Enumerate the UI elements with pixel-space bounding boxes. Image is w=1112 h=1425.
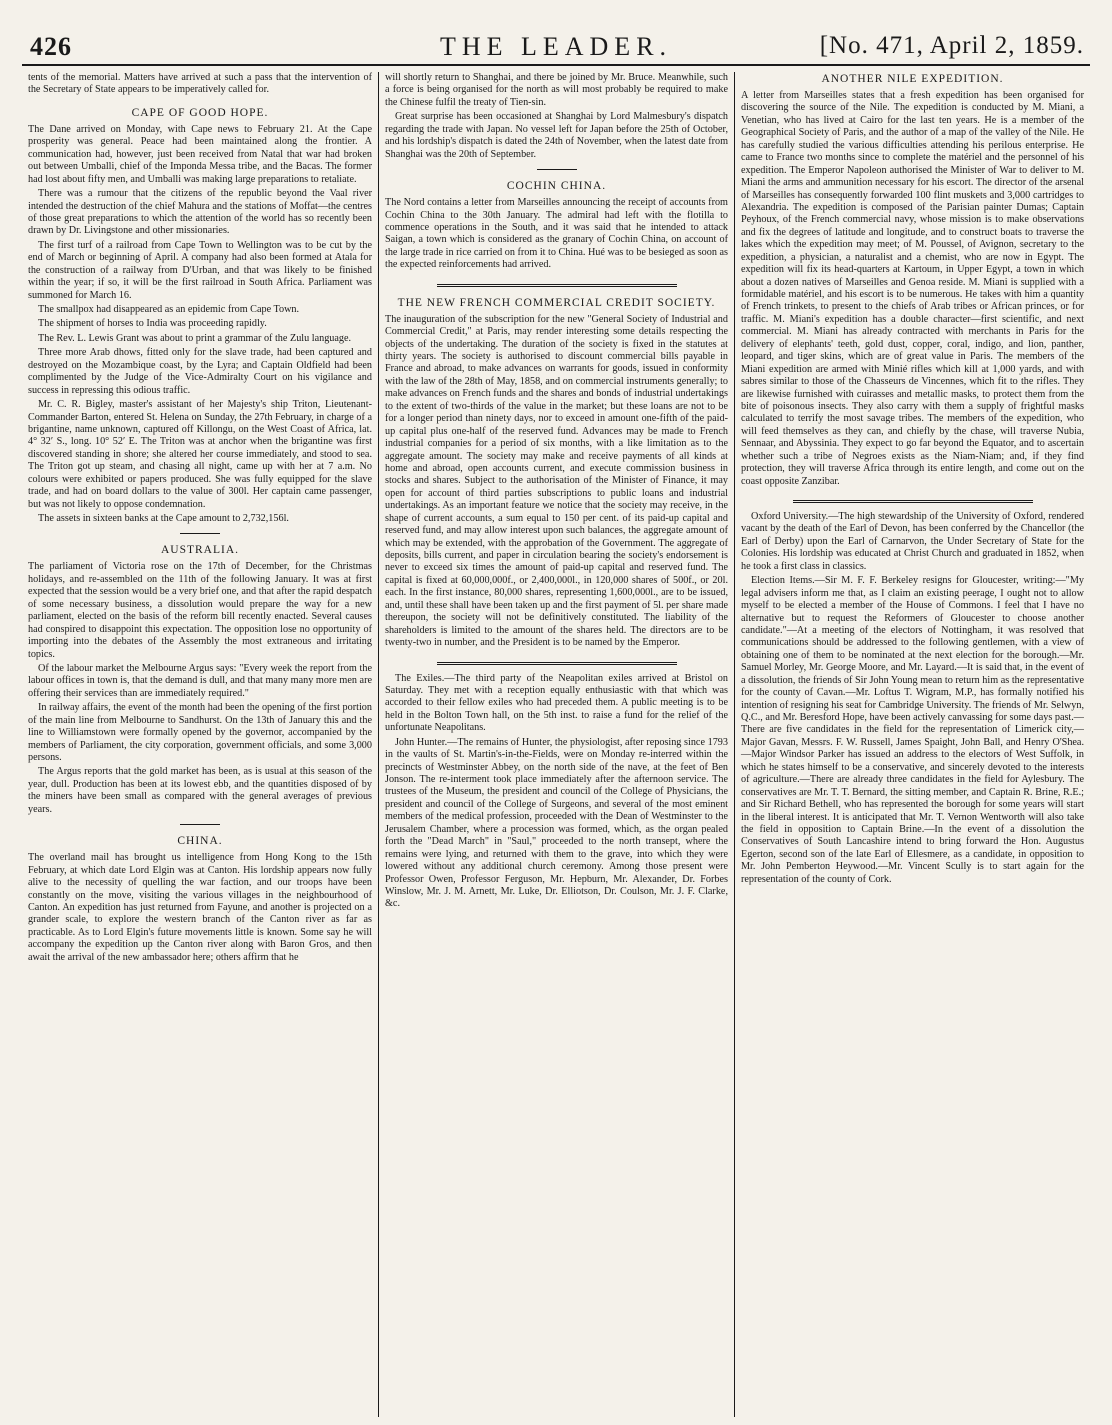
- double-rule: [437, 284, 677, 287]
- paragraph-exiles: The Exiles.—The third party of the Neapolitan exiles arrived at Bristol on Saturday. They met with a reception equally enthusiastic with that which was accorded to their fellow exiles who had preceded them. A public meeting is to be held in the Bolton Town hall, on the 5th inst. to raise a fund for the relief of the unfortunate Neapolitans.: [385, 672, 728, 734]
- paragraph: Of the labour market the Melbourne Argus says: "Every week the report from the labour offices in town is, that the demand is dull, and that many many more men are offering their services than are immediately required.": [28, 662, 372, 699]
- paragraph-election-items: Election Items.—Sir M. F. F. Berkeley resigns for Gloucester, writing:—"My legal advisers inform me that, as I claim an existing peerage, I ought not to allow myself to be elected a member of the House of Commons. I feel that I have no alternative but to request the Reformers of Gloucester to choose another candidate."—At a meeting of the electors of Nottingham, it was resolved that communications should be addressed to the following gentlemen, with a view of obtaining one of them to be nominated at the next election for the borough.—Mr. Samuel Morley, Mr. George Moore, and Mr. Layard.—It is said that, in the event of a dissolution, the friends of Sir John Young mean to return him as the representative for the county of Cavan.—Mr. Loftus T. Wigram, M.P., has formally notified his intention of resigning his seat for Cambridge University. The friends of Mr. Selwyn, Q.C., and Mr. Beresford Hope, have been actively canvassing for some days past.—There are five candidates in the field for the representation of Limerick city,—Major Gavan, Messrs. F. W. Russell, James Spaight, John Ball, and Henry O'Shea.—Major Windsor Parker has issued an address to the electors of West Suffolk, in which he states himself to be a conservative, and sincerely devoted to the interests of agriculture.—There are already three candidates in the field for Aylesbury. The conservatives are Mr. T. T. Bernard, the sitting member, and Captain R. Brine, R.E.; and Sir Richard Bethell, who has represented the borough for some years will start in the liberal interest. It is anticipated that Mr. T. Vernon Wentworth will also take the field in opposition to Captain Brine.—In the event of a dissolution the Conservatives of South Lancashire intend to bring forward the Hon. Augustus Egerton, second son of the late Earl of Ellesmere, as a candidate, in opposition to Mr. John Pemberton Heywood.—Mr. Vincent Scully is to start again for the representation of the county of Cork.: [741, 575, 1084, 885]
- paragraph: A letter from Marseilles states that a fresh expedition has been organised for discovering the source of the Nile. The expedition is conducted by M. Miani, a Venetian, who has lived at Cairo for the last ten years. He is a member of the Geographical Society of Paris, and the author of a map of the valley of the Nile. He has carefully studied the various difficulties attending his perilous enterprise. He came to France two months since to complete the matériel and the personnel of his expedition. The Emperor Napoleon authorised the Minister of War to deliver to M. Miani the arms and ammunition necessary for his escort. The director of the arsenal of Marseilles has consequently forwarded 100 flint muskets and 3,000 cartridges to Alexandria. The expedition is composed of the Parisian painter Dumas; Captain Peyhoux, of the French commercial navy, whose mission is to make observations and fix the degrees of latitude and longitude, and to construct boats to traverse the lakes which the expedition may meet; of M. Poussel, of Avignon, secretary to the expedition, a physician, a naturalist and a chemist, who are now in Egypt. The expedition will fix its head-quarters at Kartoum, in Upper Egypt, a town in which about a dozen natives of Marseilles and Genoa reside. M. Miani is supplied with a formidable matériel, and his escort is to be numerous. He takes with him a quantity of French trinkets, to present to the chiefs of Arab tribes or African princes, or for traffic. M. Miani's expedition has a double character—first scientific, and next commercial. M. Miani has already contracted with merchants in Paris for the delivery of elephants' teeth, gold dust, copper, coral, indigo, and lion, panther, leopard, and tiger skins, which are of great value in Paris. The members of the Miani expedition are armed with Minié rifles which kill at 1,000 yards, and with sabres similar to those of the Chasseurs de Vincennes, which fit to the rifles. They are likewise furnished with cuirasses and metallic masks, to protect them from the bite of poisonous insects. They also carry with them a supply of frightful masks calculated to terrify the most savage tribes. The members of the expedition, who will feed themselves as they can, and chiefly by the chase, will traverse Nubia, Sennaar, and Abyssinia. They expect to go far beyond the Equator, and to ascertain whether such a tribe of Negroes exists as the Niam-Niam; and, if they find protection, they will traverse Africa through its entire length, and come out on the coast opposite Zanzibar.: [741, 90, 1084, 487]
- paragraph: The assets in sixteen banks at the Cape amount to 2,732,156l.: [38, 513, 289, 525]
- column-2: [378, 72, 734, 1417]
- paragraph: tents of the memorial. Matters have arrived at such a pass that the intervention of the Secretary of State appears to be imperatively called for.: [28, 72, 372, 96]
- paragraph: Mr. C. R. Bigley, master's assistant of her Majesty's ship Triton, Lieutenant-Commander Barton, entered St. Helena on Sunday, the 27th February, in charge of a brigantine, name unknown, captured off Killongu, on the West Coast of Africa, lat. 4° 32′ S., long. 10° 52′ E. The Triton was at anchor when the brigantine was first discovered standing in shore; she altered her course immediately, and stood to sea. The Triton got up steam, and chasing all night, came up with her at 7 a.m. No colours were exhibited or papers produced. She was fully equipped for the slave trade, and had on board dollars to the value of 300l. Her captain came passenger, but was not likely to oppose condemnation.: [28, 399, 372, 510]
- paragraph: The Nord contains a letter from Marseilles announcing the receipt of accounts from Cochin China to the 30th January. The admiral had left with the flotilla to commence operations in the South, and it was said that he intended to attack Saigan, a town which is considered as the granary of Cochin China, on account of the large trade in rice carried on from it to China. Hué was to be besieged as soon as the expected reinforcements had arrived.: [385, 197, 728, 271]
- divider: [180, 824, 220, 825]
- paragraph-john-hunter: John Hunter.—The remains of Hunter, the physiologist, after reposing since 1793 in the vaults of St. Martin's-in-the-Fields, were on Monday re-interred within the precincts of Westminster Abbey, on the north side of the nave, at the feet of Ben Jonson. The re-interment took place immediately after the afternoon service. The trustees of the Museum, the president and council of the College of Physicians, the president and council of the College of Surgeons, and several of the most eminent members of the medical profession, proceeded with the Dean of Westminster to the Jerusalem Chamber, where a procession was formed, which, as the organ pealed forth the "Dead March" in "Saul," proceeded to the north transept, where the remains were lying, and returned with them to the grave, into which they were lowered without any additional church ceremony. Among those present were Professor Owen, Professor Ferguson, Mr. Hepburn, Mr. Alexander, Dr. Forbes Winslow, Mr. J. M. Arnett, Mr. Luke, Dr. Elliotson, Dr. Coulson, Mr. J. F. Clarke, &c.: [385, 736, 728, 910]
- page-header: [22, 26, 1090, 66]
- section-heading-credit-society: THE NEW FRENCH COMMERCIAL CREDIT SOCIETY.: [397, 296, 716, 309]
- double-rule: [437, 662, 677, 665]
- paragraph: The Argus reports that the gold market has been, as is usual at this season of the year, dull. Production has been at its lowest ebb, and the quantities disposed of by the miners have been small as compared with the general averages of previous years.: [28, 766, 372, 815]
- column-1: [22, 72, 378, 1417]
- section-heading-cape: CAPE OF GOOD HOPE.: [131, 106, 269, 119]
- divider: [537, 169, 577, 170]
- paragraph: The overland mail has brought us intelligence from Hong Kong to the 15th February, at which date Lord Elgin was at Canton. His lordship appears now fully alive to the necessity of quelling the war faction, and our troops have been constantly on the move, visiting the various villages in the neighbourhood of Canton. An expedition has just returned from Fayune, and another is projected on a grander scale, to explore the western branch of the Canton river as far as practicable. As to Lord Elgin's future movements little is known. Some say he will accompany the expedition up the Canton river along with Baron Gros, and then await the arrival of the new ambassador here; others affirm that he: [28, 852, 372, 963]
- section-heading-nile: ANOTHER NILE EXPEDITION.: [821, 73, 1004, 85]
- paragraph: will shortly return to Shanghai, and there be joined by Mr. Bruce. Meanwhile, such a force is being organised for the north as will most probably be required to make the Chinese fulfil the treaty of Tien-sin.: [385, 72, 728, 108]
- paragraph: The inauguration of the subscription for the new "General Society of Industrial and Commercial Credit," at Paris, may render interesting some details respecting the objects of the undertaking. The duration of the society is fixed in the statutes at thirty years. The society is authorised to discount commercial bills payable in France and abroad, to make advances on warrants for goods, issued in conformity with the law of the 28th of May, 1858, and on commercial instruments generally; to make advances on French funds and the shares and bonds of industrial undertakings to the extent of two-thirds of the value in the market; but these loans are not to be for a longer period than ninety days, nor to exceed in amount one-fifth of the paid-up capital plus one-half of the reserved fund. Advances may be made to French industrial companies for a period of six months, with a like limitation as to the aggregate amount. The society may make and receive payments of all kinds at home and abroad, open accounts current, and execute commission business in stocks and shares. Subject to the authorisation of the Minister of Finance, it may open for account of third parties subscriptions to public loans and industrial undertakings. As an important feature we notice that the society may receive, in the shape of current accounts, a sum equal to 150 per cent. of its paid-up capital and reserved fund, and may allow interest upon such balances, the aggregate amount of which may be extended, with the approbation of the Government. The aggregate of deposits, bills current, and paper in circulation bearing the society's endorsement is never to exceed six times the amount of paid-up capital and reserved fund. The capital is fixed at 60,000,000f., or 2,400,000l., in 120,000 shares of 500f., or 20l. each. In the first instance, 80,000 shares, representing 1,600,000l., are to be issued, and, until these shall have been taken up and the first payment of 5l. per share made thereupon, the society will not be definitively constituted. The liability of the shareholders is limited to the amount of the shares held. The directors are to be twenty-two in number, and the President is to be named by the Emperor.: [385, 313, 728, 649]
- paragraph: The Rev. L. Lewis Grant was about to print a grammar of the Zulu language.: [38, 332, 352, 344]
- paragraph: Three more Arab dhows, fitted only for the slave trade, had been captured and destroyed on the Mozambique coast, by the Lyra; and Captain Oldfield had been complimented by the Judge of the Vice-Admiralty Court on his vigilance and success in repressing this odious traffic.: [28, 347, 372, 396]
- issue-number-date: [No. 471, April 2, 1859.: [819, 32, 1084, 59]
- paragraph: The shipment of horses to India was proceeding rapidly.: [38, 318, 267, 330]
- paragraph: The parliament of Victoria rose on the 17th of December, for the Christmas holidays, and re-assembled on the 11th of the following January. It was at first expected that the session would be a very brief one, and that after the rapid despatch of some necessary business, a dissolution would prepare the way for a new parliament, elected on the basis of the reform bill recently enacted. Several causes had conspired to disappoint this expectation. The opposition lose no opportunity of importing into the debates of the Assembly the most extraneous and irritating topics.: [28, 561, 372, 660]
- page-number: 426: [30, 32, 72, 61]
- section-heading-australia: AUSTRALIA.: [160, 544, 240, 557]
- column-3: [734, 72, 1090, 1417]
- paragraph: The first turf of a railroad from Cape Town to Wellington was to be cut by the end of March or beginning of April. A company had also been formed at Atala for the construction of a railway from D'Urban, and that was likely to be finished within the year; if so, it will be the first railroad in South Africa. Parliament was summoned for March 16.: [28, 239, 372, 301]
- paragraph: The Dane arrived on Monday, with Cape news to February 21. At the Cape prosperity was general. Peace had been maintained along the frontier. A communication had, however, just been received from Natal that war had broken out between Umballi, chief of the Imponda Messa tribe, and the Bacas. The former had lost about fifty men, and Umballi was making large preparations to retaliate.: [28, 123, 372, 185]
- section-heading-cochin-china: COCHIN CHINA.: [506, 180, 607, 193]
- newspaper-title: THE LEADER.: [439, 32, 673, 61]
- divider: [180, 533, 220, 534]
- section-heading-china: CHINA.: [177, 835, 223, 848]
- paragraph: Great surprise has been occasioned at Shanghai by Lord Malmesbury's dispatch regarding the trade with Japan. No vessel left for Japan before the 25th of October, and his lordship's dispatch is dated the 24th of November, when the latest date from Shanghai was the 20th of September.: [385, 111, 728, 160]
- paragraph: The smallpox had disappeared as an epidemic from Cape Town.: [38, 304, 300, 316]
- paragraph: In railway affairs, the event of the month had been the opening of the first portion of the main line from Melbourne to Sandhurst. On the 13th of January this and the line to Williamstown were formally opened by the governor, accompanied by the members of Parliament, the city corporation, government officials, and some 3,000 persons.: [28, 702, 372, 764]
- paragraph: There was a rumour that the citizens of the republic beyond the Vaal river intended the destruction of the chief Mahura and the stations of Moffat—the centres of those great preparations to which the attention of the world has so recently been drawn by Dr. Livingstone and other missionaries.: [28, 188, 372, 237]
- paragraph-oxford: Oxford University.—The high stewardship of the University of Oxford, rendered vacant by the death of the Earl of Devon, has been conferred by the Chancellor (the Earl of Derby) upon the Earl of Carnarvon, the Under Secretary of State for the Colonies. His lordship was educated at Christ Church and graduated in 1852, when he took a first class in classics.: [741, 511, 1084, 572]
- double-rule: [793, 500, 1033, 503]
